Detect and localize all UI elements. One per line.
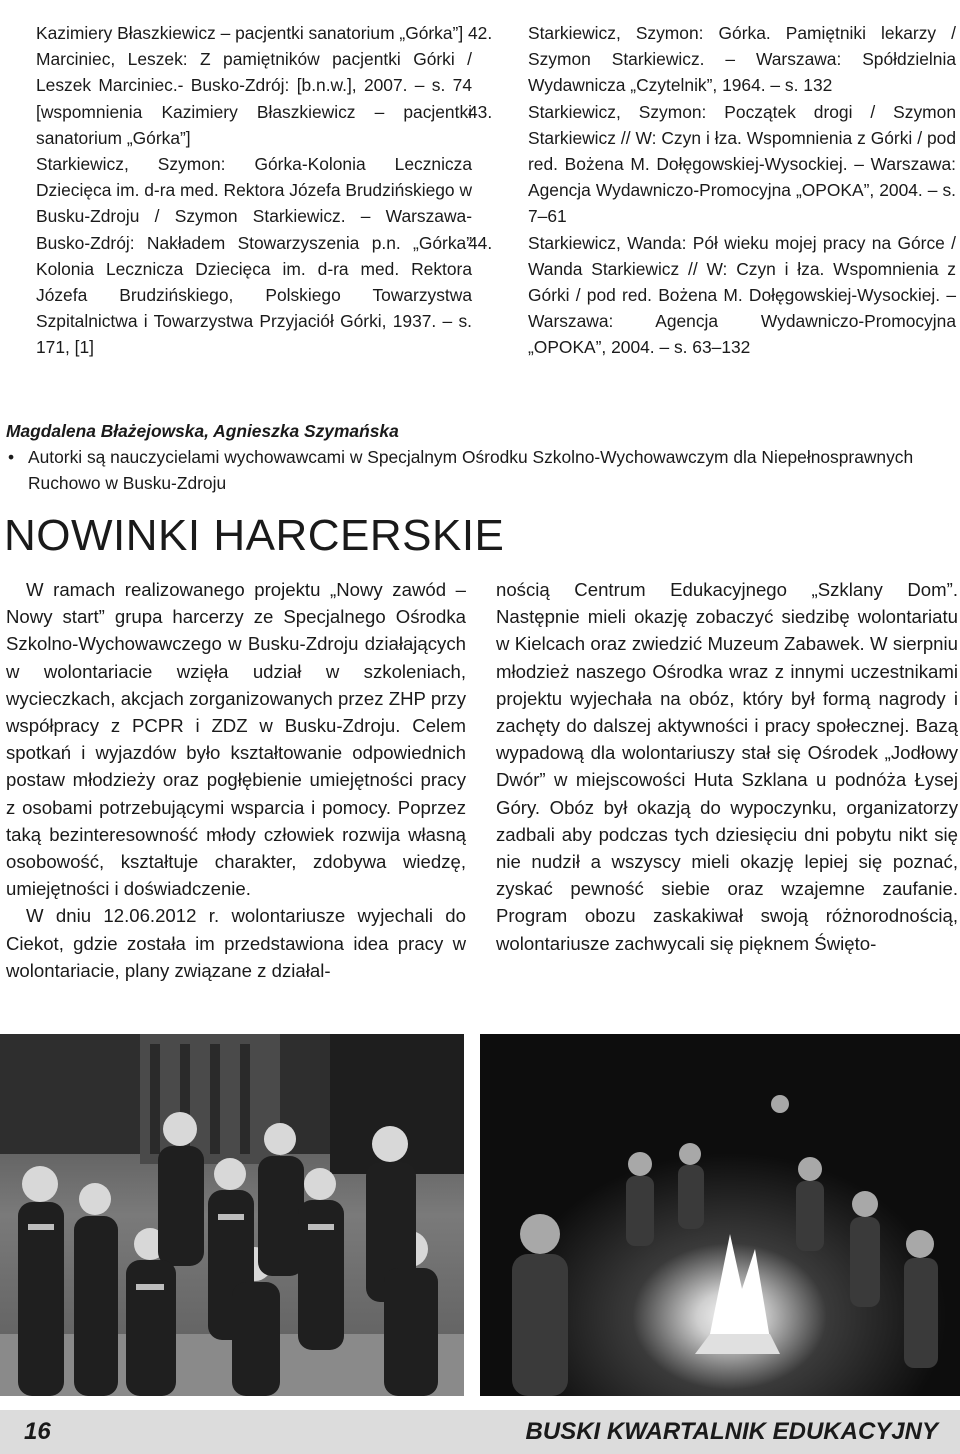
bibliography-entry-39-continuation: Kazimiery Błaszkiewicz – pacjentki sanatorium „Górka”] [36,23,464,43]
group-photo [0,1034,464,1396]
author-description-text: Autorki są nauczycielami wychowawcami w Specjalnym Ośrodku Szkolno-Wychowawczym dla Niepełnosprawnych Ruchowo w Busku-Zdroju [28,447,914,493]
article-paragraph-2-start: W dniu 12.06.2012 r. wolontariusze wyjechali do Ciekot, gdzie została im przedstawiona idea pracy w wolontariacie, plany związane z działal- [6,905,466,981]
bibliography-entry-text: Marciniec, Leszek: Z pamiętników pacjentki Górki / Leszek Marciniec.- Busko-Zdrój: [b.n.w.], 2007. – s. 74 [wspomnienia Kazimiery Błaszkiewicz – pacjentki sanatorium „Górka”] [36,49,472,148]
article-paragraph-1: W ramach realizowanego projektu „Nowy zawód – Nowy start” grupa harcerzy ze Specjalnego Ośrodka Szkolno-Wychowawczego w Busku-Zdroju działających w wolontariacie wzięła udział w szkoleniach, wycieczkach, akcjach zorganizowanych przez ZHP przy współpracy z PCPR i ZDZ w Busku-Zdroju. Celem spotkań i wyjazdów było kształtowanie odpowiednich postaw młodzieży oraz pogłębienie umiejętności pracy z osobami potrzebującymi wsparcia i pomocy. Poprzez taką bezinteresowność młody człowiek rozwija własną osobowość, kształtuje charakter, zdobywa wiedzę, umiejętności i doświadczenie. [6,579,466,900]
bibliography-entry-40 [6,46,472,151]
bibliography-entry-43 [468,99,956,230]
article-paragraph-2-continuation: nością Centrum Edukacyjnego „Szklany Dom”. Następnie mieli okazję zobaczyć siedzibę wolontariatu w Kielcach oraz zwiedzić Muzeum Zabawek. W sierpniu młodzież naszego Ośrodka wraz z innymi uczestnikami projektu wyjechała na obóz, który był formą nagrody i zachęty do dalszej aktywności i pracy społecznej. Bazą wypadową dla wolontariuszy stał się Ośrodek „Jodłowy Dwór” w miejscowości Huta Szklana u podnóża Łysej Góry. Obóz był okazją do wypoczynku, organizatorzy zadbali aby podczas tych dziesięciu dni pobytu nikt się nie nudził a wszyscy mieli okazję lepiej się poznać, zyskać pewność siebie oraz wzajemne zaufanie. Program obozu zaskakiwał swoją różnorodnością, wolontariusze zachwycali się pięknem Święto- [496,579,958,954]
bibliography-entry-text: Starkiewicz, Szymon: Początek drogi / Szymon Starkiewicz // W: Czyn i łza. Wspomnienia z Górki / pod red. Bożena M. Dołęgowskiej-Wysockiej. – Warszawa: Agencja Wydawniczo-Promocyjna „OPOKA”, 2004. – s. 7–61 [528,101,956,227]
bibliography-entry-number [6,46,36,72]
author-names: Magdalena Błażejowska, Agnieszka Szymańska [6,421,399,441]
bibliography-entry-number: 43. [468,101,493,122]
article-body-right-column [496,576,958,957]
article-body-left-column [6,576,466,984]
publication-name: BUSKI KWARTALNIK EDUKACYJNY [525,1418,938,1445]
bibliography-right-column [468,20,956,361]
bibliography-entry-number: 44. [468,232,493,253]
bibliography-entry-41 [6,151,472,361]
authors-block [6,418,956,496]
bibliography-entry-44 [468,230,956,361]
bibliography-entry-text: Starkiewicz, Szymon: Górka-Kolonia Lecznicza Dziecięca im. d-ra med. Rektora Józefa Brudzińskiego w Busku-Zdroju / Szymon Starkiewicz. – Warszawa-Busko-Zdrój: Nakładem Stowarzyszenia p.n. „Górka” Kolonia Lecznicza Dziecięca im. d-ra med. Rektora Józefa Brudzińskiego, Polskiego Towarzystwa Szpitalnictwa i Towarzystwa Przyjaciół Górki, 1937. – s. 171, [1] [36,154,472,358]
author-description [6,444,956,496]
page-footer [0,1410,960,1454]
bibliography-entry-number [6,151,36,177]
bibliography-entry-number: 42. [468,23,493,43]
bibliography-entry-text: Starkiewicz, Szymon: Górka. Pamiętniki lekarzy / Szymon Starkiewicz. – Warszawa: Spółdzielnia Wydawnicza „Czytelnik”, 1964. – s. 132 [528,23,956,96]
campfire-photo-image [480,1034,960,1396]
bibliography-left-column [6,20,472,361]
bibliography-entry-42 [468,20,956,99]
bibliography-entry-text: Starkiewicz, Wanda: Pół wieku mojej pracy na Górce / Wanda Starkiewicz // W: Czyn i łza. Wspomnienia z Górki / pod red. Bożena M. Dołęgowskiej-Wysockiej. – Warszawa: Agencja Wydawniczo-Promocyjna „OPOKA”, 2004. – s. 63–132 [528,232,956,358]
page-number: 16 [24,1418,51,1445]
campfire-photo [480,1034,960,1396]
group-photo-image [0,1034,464,1396]
article-title: NOWINKI HARCERSKIE [4,511,505,560]
bullet-icon: • [8,447,15,467]
